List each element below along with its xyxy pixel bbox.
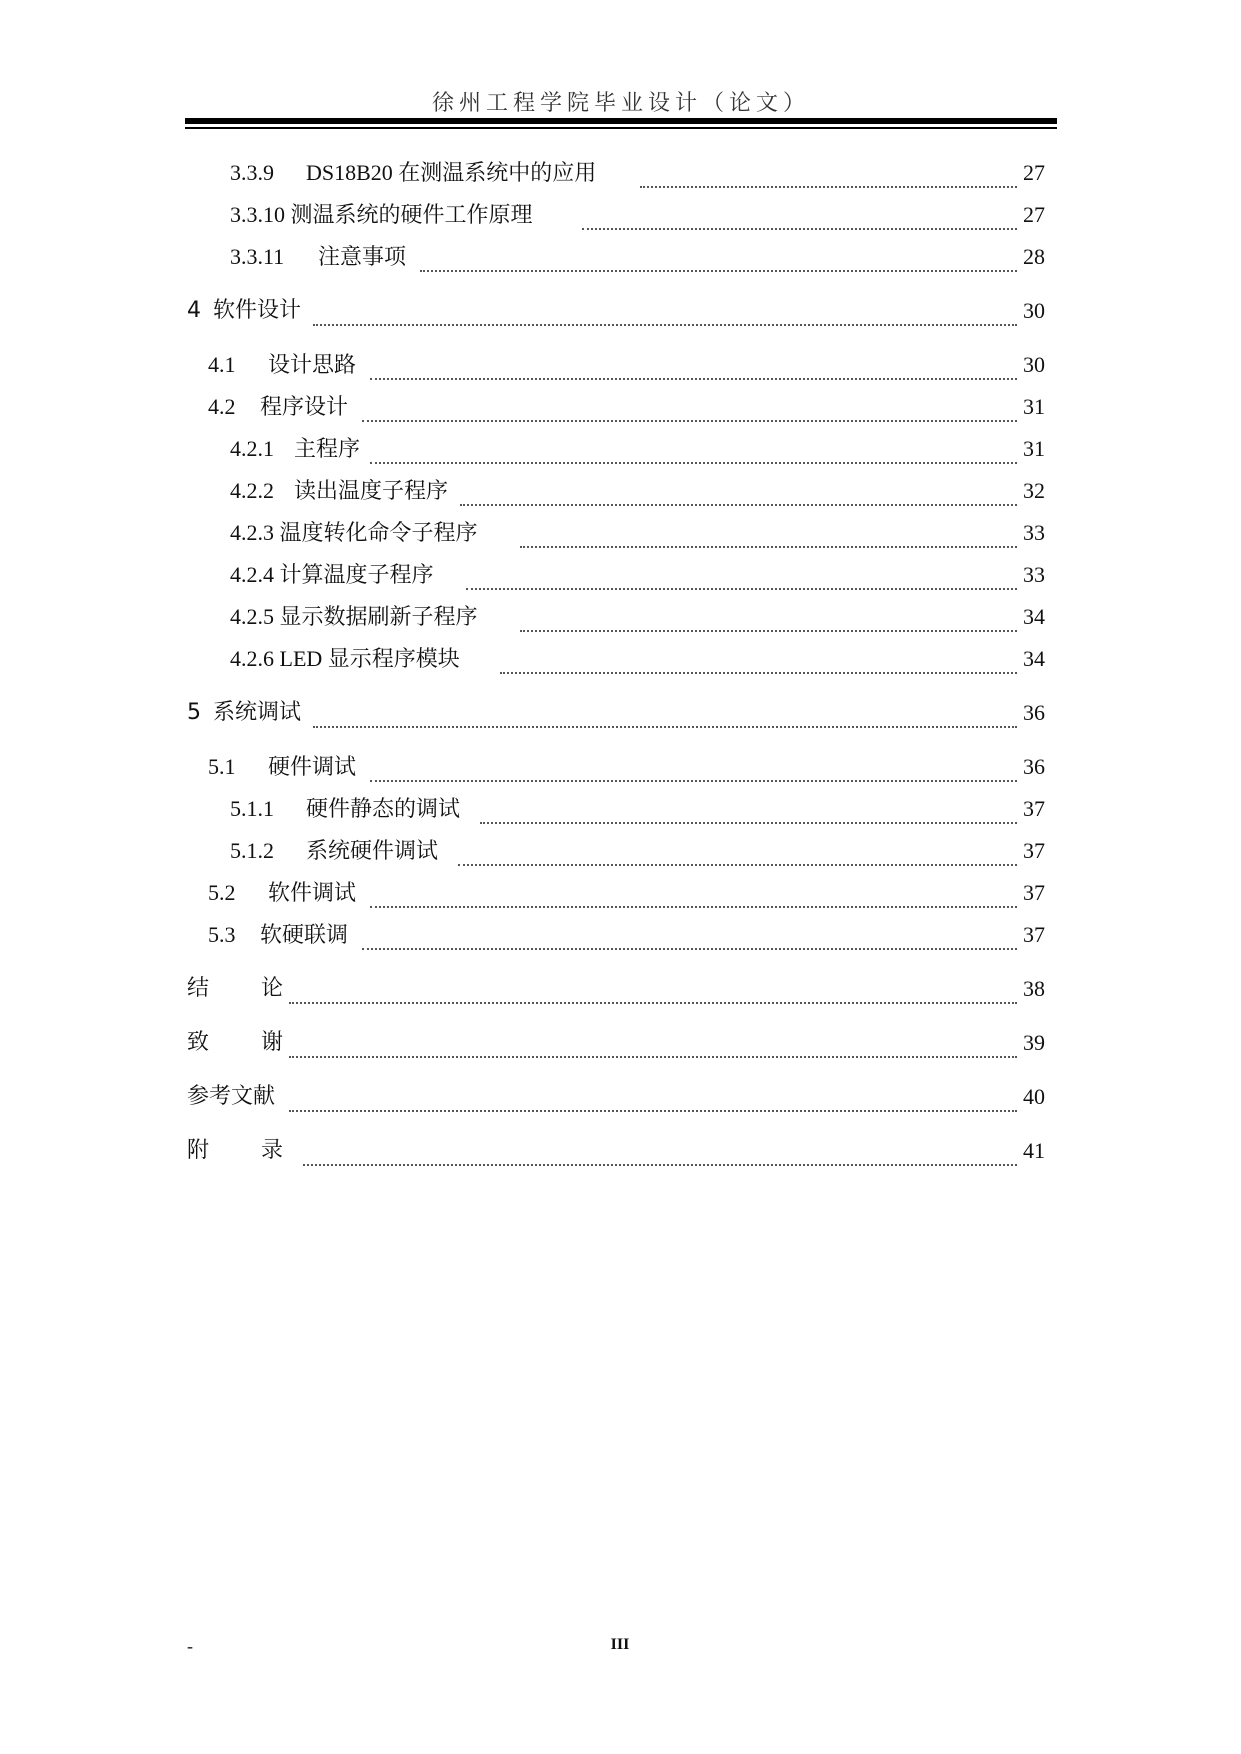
toc-entry-3-3-10[interactable] bbox=[230, 200, 1052, 230]
toc-entry-page: 37 bbox=[1023, 880, 1045, 905]
toc-entry-number: 5 bbox=[187, 700, 201, 725]
toc-entry-page: 39 bbox=[1023, 1030, 1045, 1055]
toc-dot-leader bbox=[362, 920, 1017, 950]
toc-dot-leader bbox=[640, 158, 1017, 188]
toc-entry-page: 37 bbox=[1023, 796, 1045, 821]
toc-entry-number: 5.3 bbox=[208, 922, 236, 947]
toc-entry-title: 参考文献 bbox=[187, 1084, 276, 1109]
toc-dot-leader bbox=[370, 878, 1017, 908]
toc-entry-page: 36 bbox=[1023, 700, 1045, 725]
toc-entry-5-3[interactable] bbox=[208, 920, 1052, 950]
toc-entry-page: 37 bbox=[1023, 922, 1045, 947]
toc-entry-number: 5.2 bbox=[208, 880, 236, 905]
toc-dot-leader bbox=[582, 200, 1017, 230]
toc-entry-4-2-6[interactable] bbox=[230, 644, 1052, 674]
toc-entry-number: 结 bbox=[187, 976, 210, 1001]
toc-entry-page: 38 bbox=[1023, 976, 1045, 1001]
toc-dot-leader bbox=[420, 242, 1017, 272]
toc-entry-5-2[interactable] bbox=[208, 878, 1052, 908]
header-rule-thick bbox=[185, 118, 1057, 124]
toc-dot-leader bbox=[289, 1028, 1017, 1058]
toc-entry-4-2-5[interactable] bbox=[230, 602, 1052, 632]
toc-entry-title: 软件调试 bbox=[268, 880, 357, 905]
toc-entry-title: 设计思路 bbox=[268, 352, 357, 377]
toc-entry-page: 31 bbox=[1023, 394, 1045, 419]
toc-entry-title: 程序设计 bbox=[260, 394, 349, 419]
toc-entry-title: 3.3.10 测温系统的硬件工作原理 bbox=[230, 202, 533, 227]
page-header-title: 徐州工程学院毕业设计（论文） bbox=[431, 90, 810, 115]
toc-entry-number: 4.2.2 bbox=[230, 478, 274, 503]
toc-dot-leader bbox=[466, 560, 1017, 590]
toc-entry-number: 4.1 bbox=[208, 352, 236, 377]
toc-entry-title: 软硬联调 bbox=[260, 922, 349, 947]
toc-entry-5-1[interactable] bbox=[208, 752, 1052, 782]
toc-entry-number: 5.1.2 bbox=[230, 838, 274, 863]
toc-dot-leader bbox=[520, 602, 1017, 632]
toc-entry-page: 31 bbox=[1023, 436, 1045, 461]
toc-entry-page: 28 bbox=[1023, 244, 1045, 269]
toc-entry-title: 硬件静态的调试 bbox=[306, 796, 461, 821]
toc-entry-chapter-5[interactable] bbox=[187, 698, 1052, 728]
toc-dot-leader bbox=[460, 476, 1017, 506]
toc-entry-chapter-4[interactable] bbox=[187, 296, 1052, 326]
toc-entry-4-2[interactable] bbox=[208, 392, 1052, 422]
toc-entry-title: 注意事项 bbox=[318, 244, 407, 269]
toc-dot-leader bbox=[500, 644, 1017, 674]
toc-entry-3-3-9[interactable] bbox=[230, 158, 1052, 188]
toc-entry-title: 4.2.4 计算温度子程序 bbox=[230, 562, 434, 587]
toc-dot-leader bbox=[313, 296, 1017, 326]
footer-left-mark: - bbox=[187, 1636, 193, 1656]
toc-entry-5-1-2[interactable] bbox=[230, 836, 1052, 866]
toc-entry-title: 硬件调试 bbox=[268, 754, 357, 779]
toc-entry-number: 5.1 bbox=[208, 754, 236, 779]
toc-entry-page: 30 bbox=[1023, 298, 1045, 323]
toc-entry-title: 录 bbox=[261, 1138, 284, 1163]
toc-entry-page: 37 bbox=[1023, 838, 1045, 863]
toc-entry-title: 谢 bbox=[261, 1030, 284, 1055]
toc-entry-references[interactable] bbox=[187, 1082, 1052, 1112]
toc-entry-4-2-4[interactable] bbox=[230, 560, 1052, 590]
toc-entry-number: 3.3.11 bbox=[230, 244, 285, 269]
toc-dot-leader bbox=[370, 752, 1017, 782]
toc-dot-leader bbox=[480, 794, 1017, 824]
toc-entry-page: 33 bbox=[1023, 562, 1045, 587]
toc-entry-title: DS18B20 在测温系统中的应用 bbox=[306, 160, 597, 185]
toc-entry-4-2-2[interactable] bbox=[230, 476, 1052, 506]
toc-entry-page: 34 bbox=[1023, 646, 1045, 671]
toc-entry-number: 附 bbox=[187, 1138, 210, 1163]
toc-entry-title: 系统硬件调试 bbox=[306, 838, 439, 863]
toc-entry-5-1-1[interactable] bbox=[230, 794, 1052, 824]
toc-entry-number: 4 bbox=[187, 298, 201, 323]
toc-entry-number: 致 bbox=[187, 1030, 210, 1055]
toc-entry-title: 4.2.6 LED 显示程序模块 bbox=[230, 646, 460, 671]
toc-entry-number: 4.2 bbox=[208, 394, 236, 419]
toc-entry-number: 3.3.9 bbox=[230, 160, 274, 185]
toc-entry-title: 读出温度子程序 bbox=[294, 478, 449, 503]
toc-entry-4-2-3[interactable] bbox=[230, 518, 1052, 548]
toc-dot-leader bbox=[362, 392, 1017, 422]
toc-entry-page: 30 bbox=[1023, 352, 1045, 377]
toc-entry-title: 4.2.3 温度转化命令子程序 bbox=[230, 520, 478, 545]
toc-entry-title: 4.2.5 显示数据刷新子程序 bbox=[230, 604, 478, 629]
toc-entry-conclusion[interactable] bbox=[187, 974, 1052, 1004]
toc-entry-page: 36 bbox=[1023, 754, 1045, 779]
toc-entry-page: 27 bbox=[1023, 160, 1045, 185]
toc-dot-leader bbox=[289, 974, 1017, 1004]
toc-dot-leader bbox=[313, 698, 1017, 728]
toc-entry-title: 系统调试 bbox=[213, 700, 302, 725]
toc-entry-acknowledgements[interactable] bbox=[187, 1028, 1052, 1058]
toc-dot-leader bbox=[370, 350, 1017, 380]
footer-page-number: III bbox=[610, 1636, 630, 1653]
toc-entry-title: 论 bbox=[261, 976, 284, 1001]
toc-entry-page: 40 bbox=[1023, 1084, 1045, 1109]
toc-entry-3-3-11[interactable] bbox=[230, 242, 1052, 272]
toc-entry-number: 5.1.1 bbox=[230, 796, 274, 821]
toc-entry-title: 主程序 bbox=[294, 436, 361, 461]
toc-dot-leader bbox=[370, 434, 1017, 464]
toc-entry-page: 32 bbox=[1023, 478, 1045, 503]
toc-entry-page: 33 bbox=[1023, 520, 1045, 545]
header-rule-thin bbox=[185, 127, 1057, 129]
toc-entry-page: 34 bbox=[1023, 604, 1045, 629]
toc-entry-number: 4.2.1 bbox=[230, 436, 274, 461]
toc-entry-title: 软件设计 bbox=[213, 298, 302, 323]
toc-dot-leader bbox=[520, 518, 1017, 548]
toc-dot-leader bbox=[303, 1136, 1017, 1166]
toc-entry-page: 27 bbox=[1023, 202, 1045, 227]
toc-dot-leader bbox=[289, 1082, 1017, 1112]
toc-entry-4-2-1[interactable] bbox=[230, 434, 1052, 464]
toc-entry-page: 41 bbox=[1023, 1138, 1045, 1163]
toc-entry-appendix[interactable] bbox=[187, 1136, 1052, 1166]
toc-dot-leader bbox=[458, 836, 1017, 866]
toc-entry-4-1[interactable] bbox=[208, 350, 1052, 380]
